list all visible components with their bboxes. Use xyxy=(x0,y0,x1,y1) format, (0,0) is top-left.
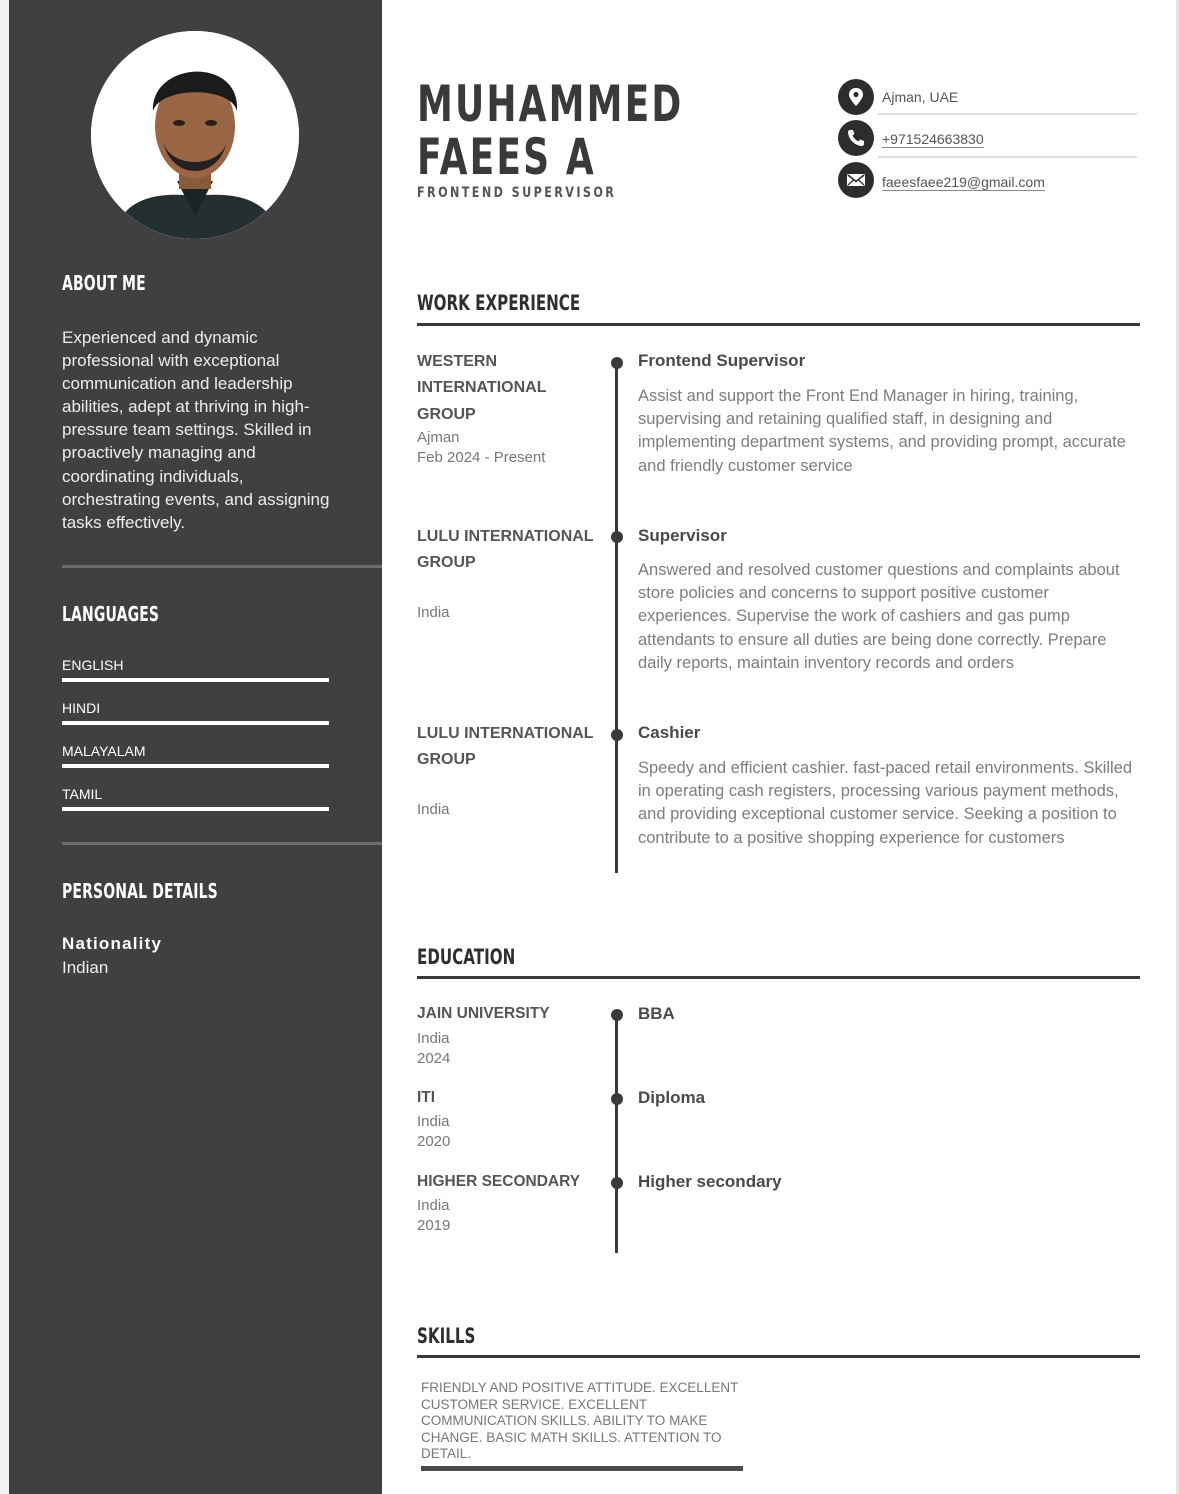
contact-divider xyxy=(878,113,1137,115)
education-degree: Higher secondary xyxy=(638,1172,782,1191)
work-dates: Feb 2024 - Present xyxy=(417,449,546,466)
education-institution: HIGHER SECONDARY xyxy=(417,1173,581,1190)
personal-details-heading: PERSONAL DETAILS xyxy=(62,879,218,903)
envelope-icon xyxy=(838,162,874,198)
education-institution: JAIN UNIVERSITY xyxy=(417,1005,550,1022)
about-heading: ABOUT ME xyxy=(62,271,146,295)
timeline-dot xyxy=(611,1009,623,1021)
sidebar-divider xyxy=(62,565,382,568)
work-location: Ajman xyxy=(417,429,460,446)
education-degree: BBA xyxy=(638,1004,675,1023)
education-degree: Diploma xyxy=(638,1088,706,1107)
language-name: HINDI xyxy=(62,700,101,716)
education-location: India xyxy=(417,1113,450,1130)
timeline-dot xyxy=(611,357,623,369)
sidebar-divider xyxy=(62,842,382,845)
work-description: Assist and support the Front End Manager in hiring, training, supervising and retaining qualified staff, in designing and implementing department systems, and providing prompt, accurate and friendly customer service xyxy=(638,387,1126,475)
contact-email[interactable]: faeesfaee219@gmail.com xyxy=(882,174,1045,190)
languages-heading: LANGUAGES xyxy=(62,602,160,626)
work-org: LULU INTERNATIONAL GROUP xyxy=(417,725,594,769)
name-line-2: FAEES A xyxy=(417,128,596,186)
job-title: FRONTEND SUPERVISOR xyxy=(417,185,617,201)
language-level-bar xyxy=(62,807,329,811)
language-name: ENGLISH xyxy=(62,657,124,673)
language-level-bar xyxy=(62,764,329,768)
work-timeline xyxy=(615,361,618,873)
skills-text: FRIENDLY AND POSITIVE ATTITUDE. EXCELLENT CUSTOMER SERVICE. EXCELLENT COMMUNICATION SKILLS. ABILITY TO MAKE CHANGE. BASIC MATH SKILLS. ATTENTION TO DETAIL. xyxy=(421,1380,739,1462)
work-location: India xyxy=(417,801,450,818)
nationality-label: Nationality xyxy=(62,934,163,953)
education-institution: ITI xyxy=(417,1089,436,1106)
about-text: Experienced and dynamic professional with exceptional communication and leadership abilities, adept at thriving in high-pressure team settings. Skilled in proactively managing and coordinating individuals, orchestrating events, and assigning tasks effectively. xyxy=(62,328,330,532)
work-role: Supervisor xyxy=(638,526,727,545)
candidate-name xyxy=(417,75,684,186)
nationality-value: Indian xyxy=(62,958,109,977)
map-pin-icon xyxy=(838,79,874,115)
sidebar xyxy=(9,0,382,1494)
section-rule xyxy=(417,1355,1140,1358)
timeline-dot xyxy=(611,1177,623,1189)
work-org: LULU INTERNATIONAL GROUP xyxy=(417,528,594,572)
contact-divider xyxy=(878,156,1137,158)
skill-level-bar xyxy=(421,1466,743,1471)
education-location: India xyxy=(417,1030,450,1047)
language-level-bar xyxy=(62,678,329,682)
name-line-1: MUHAMMED xyxy=(417,75,684,133)
work-description: Speedy and efficient cashier. fast-paced retail environments. Skilled in operating cash registers, processing various payment methods, and providing exceptional customer service. Seeking a position to contribute to a positive shopping experience for customers xyxy=(638,759,1133,847)
timeline-dot xyxy=(611,729,623,741)
education-year: 2019 xyxy=(417,1217,451,1234)
contact-location: Ajman, UAE xyxy=(882,89,959,105)
work-description: Answered and resolved customer questions and complaints about store policies and concerns to support positive customer experiences. Supervise the work of cashiers and gas pump attendants to ensure all duties are being done correctly. Prepare daily reports, maintain inventory records and orders xyxy=(638,561,1120,672)
section-rule xyxy=(417,976,1140,979)
education-year: 2024 xyxy=(417,1050,451,1067)
education-heading: EDUCATION xyxy=(417,945,516,969)
language-name: TAMIL xyxy=(62,786,103,802)
language-level-bar xyxy=(62,721,329,725)
work-experience-heading: WORK EXPERIENCE xyxy=(417,291,581,315)
avatar xyxy=(91,31,299,239)
profile-photo xyxy=(91,31,299,239)
timeline-dot xyxy=(611,531,623,543)
work-org: WESTERN INTERNATIONAL GROUP xyxy=(417,353,547,423)
contact-phone[interactable]: +971524663830 xyxy=(882,131,984,147)
language-name: MALAYALAM xyxy=(62,743,146,759)
education-timeline xyxy=(615,1014,618,1253)
phone-icon xyxy=(838,120,874,156)
timeline-dot xyxy=(611,1093,623,1105)
work-role: Frontend Supervisor xyxy=(638,351,806,370)
work-location: India xyxy=(417,604,450,621)
page-left-edge xyxy=(0,0,9,1494)
section-rule xyxy=(417,323,1140,326)
work-role: Cashier xyxy=(638,723,701,742)
education-year: 2020 xyxy=(417,1133,451,1150)
education-location: India xyxy=(417,1197,450,1214)
skills-heading: SKILLS xyxy=(417,1324,476,1348)
